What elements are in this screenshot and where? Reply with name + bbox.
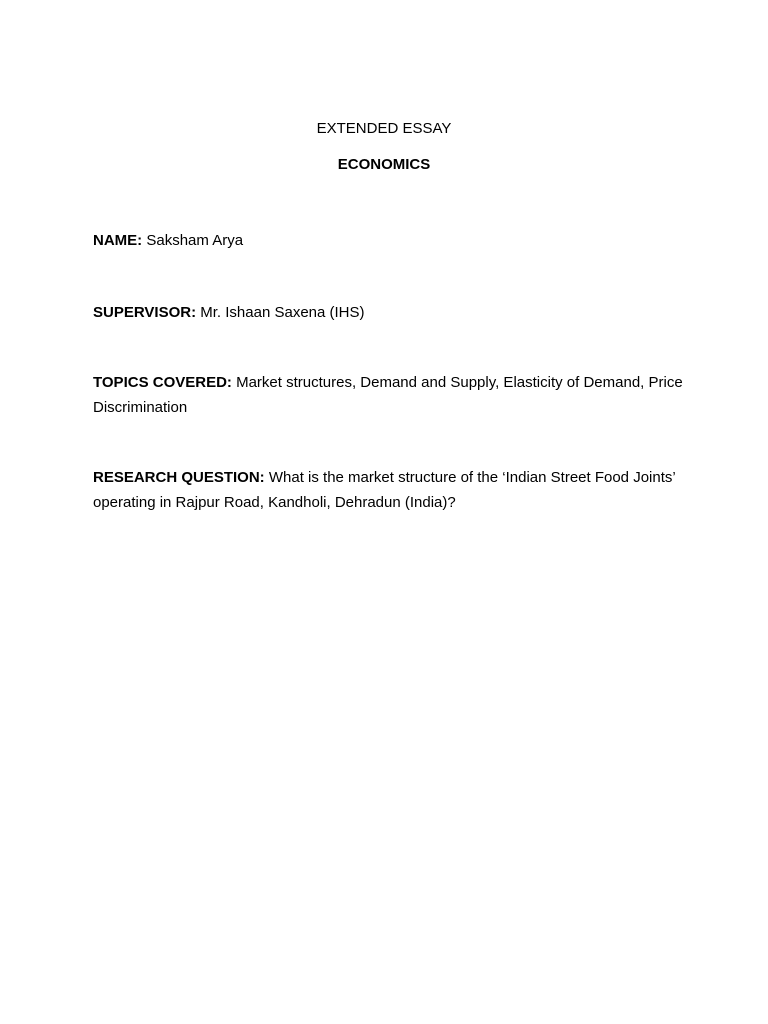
document-subject: ECONOMICS (337, 156, 431, 173)
name-label: NAME: (93, 232, 143, 249)
topics-label: TOPICS COVERED: (93, 374, 232, 391)
topics-value: Market structures, Demand and Supply, Elasticity of Demand, Price Discrimination (93, 374, 683, 416)
name-field (93, 228, 683, 253)
document-title: EXTENDED ESSAY (316, 120, 452, 137)
research-question-field (93, 465, 683, 515)
research-question-label: RESEARCH QUESTION: (93, 469, 265, 486)
supervisor-value: Mr. Ishaan Saxena (IHS) (200, 304, 365, 321)
research-question-value: What is the market structure of the ‘Indian Street Food Joints’ operating in Rajpur Road, Kandholi, Dehradun (India)? (93, 469, 676, 511)
topics-field (93, 370, 683, 420)
supervisor-field (93, 300, 683, 325)
supervisor-label: SUPERVISOR: (93, 304, 197, 321)
name-value: Saksham Arya (146, 232, 244, 249)
